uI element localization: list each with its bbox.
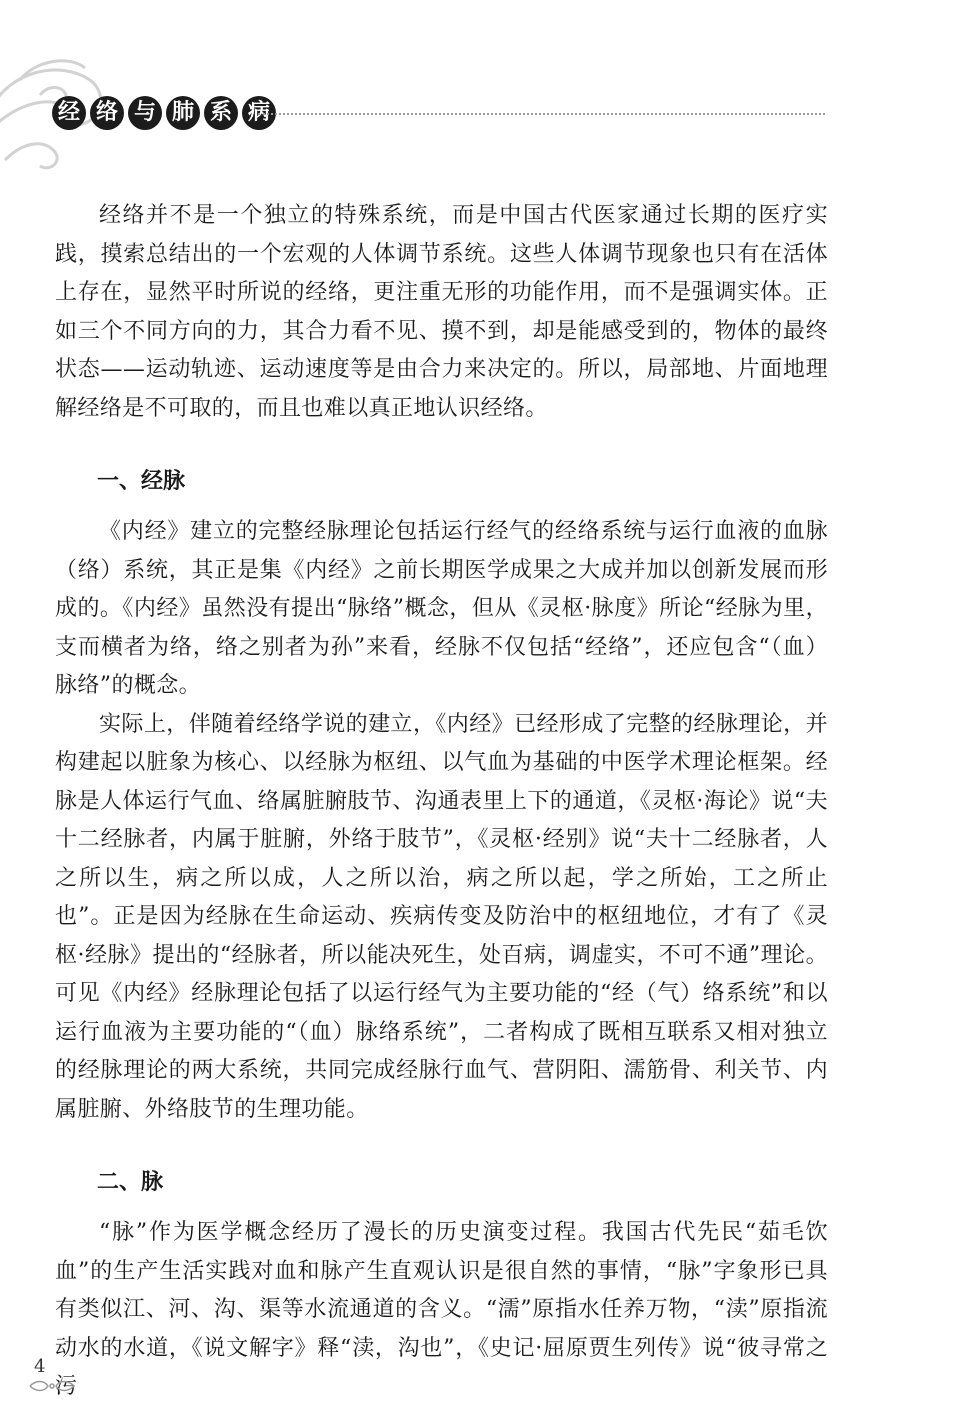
header-char: 络 bbox=[90, 96, 124, 130]
section2-paragraph: “脉”作为医学概念经历了漫长的历史演变过程。我国古代先民“茹毛饮血”的生产生活实践对血和脉产生直观认识是很自然的事情，“脉”字象形已具有类似江、河、沟、渠等水流通道的含义。“濡”原指水任养万物，“渎”原指流动水的水道，《说文解字》释“渎，沟也”，《史记·屈原贾生列传》说“彼寻常之污 bbox=[55, 1220, 828, 1399]
footer-ornament-icon bbox=[28, 1378, 76, 1394]
section1-paragraph: 实际上，伴随着经络学说的建立，《内经》已经形成了完整的经脉理论，并构建起以脏象为核心、以经脉为枢纽、以气血为基础的中医学术理论框架。经脉是人体运行气血、络属脏腑肢节、沟通表里上下的通道，《灵枢·海论》说“夫十二经脉者，内属于脏腑，外络于肢节”，《灵枢·经别》说“夫十二经脉者，人之所以生，病之所以成，人之所以治，病之所以起，学之所始，工之所止也”。正是因为经脉在生命运动、疾病传变及防治中的枢纽地位，才有了《灵枢·经脉》提出的“经脉者，所以能决死生，处百病，调虚实，不可不通”理论。可见《内经》经脉理论包括了以运行经气为主要功能的“经（气）络系统”和以运行血液为主要功能的“（血）脉络系统”，二者构成了既相互联系又相对独立的经脉理论的两大系统，共同完成经脉行血气、营阴阳、濡筋骨、利关节、内属脏腑、外络肢节的生理功能。 bbox=[55, 711, 828, 1122]
section-heading-vessels: 二、脉 bbox=[97, 1170, 164, 1195]
section-heading-meridians: 一、经脉 bbox=[97, 469, 186, 494]
header-char: 经 bbox=[52, 96, 86, 130]
header-char: 病 bbox=[242, 96, 276, 130]
header-char: 系 bbox=[204, 96, 238, 130]
header-dotted-rule bbox=[258, 113, 825, 115]
header-char: 与 bbox=[128, 96, 162, 130]
header-char: 肺 bbox=[166, 96, 200, 130]
section1-paragraph: 《内经》建立的完整经脉理论包括运行经气的经络系统与运行血液的血脉（络）系统，其正是集《内经》之前长期医学成果之大成并加以创新发展而形成的。《内经》虽然没有提出“脉络”概念，但从《灵枢·脉度》所论“经脉为里，支而横者为络，络之别者为孙”来看，经脉不仅包括“经络”，还应包含“（血）脉络”的概念。 bbox=[55, 519, 828, 698]
intro-paragraph: 经络并不是一个独立的特殊系统，而是中国古代医家通过长期的医疗实践，摸索总结出的一个宏观的人体调节系统。这些人体调节现象也只有在活体上存在，显然平时所说的经络，更注重无形的功能作用，而不是强调实体。正如三个不同方向的力，其合力看不见、摸不到，却是能感受到的，物体的最终状态——运动轨迹、运动速度等是由合力来决定的。所以，局部地、片面地理解经络是不可取的，而且也难以真正地认识经络。 bbox=[55, 203, 828, 421]
body-text bbox=[55, 197, 828, 1407]
running-header bbox=[52, 96, 276, 130]
page-number: 4 bbox=[34, 1356, 46, 1377]
